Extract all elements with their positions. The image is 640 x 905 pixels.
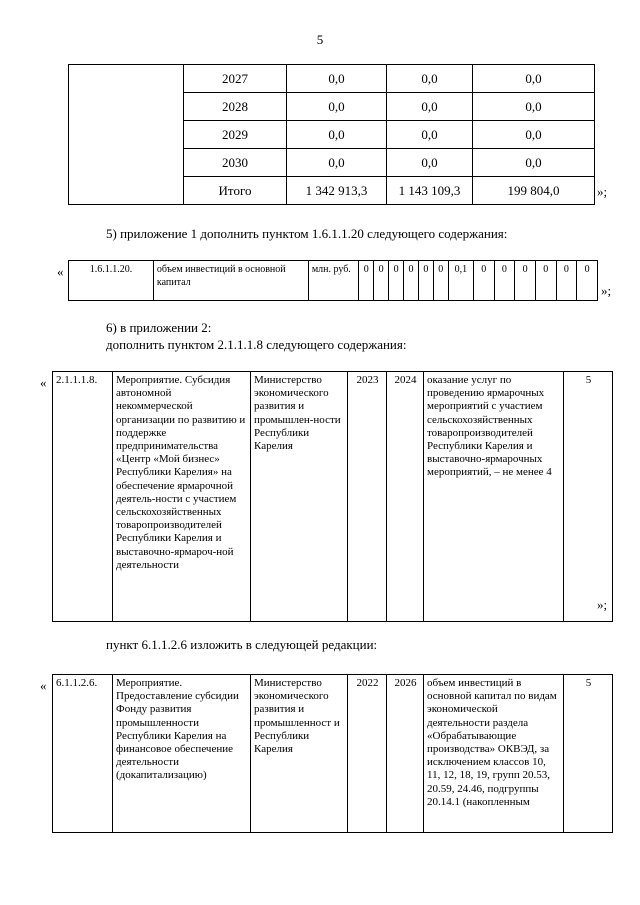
year-cell: 2028 [184, 93, 287, 121]
indicator-unit: млн. руб. [308, 261, 358, 301]
value1-cell: 0,0 [287, 65, 387, 93]
table2-end-mark: »; [601, 283, 612, 298]
table4-open-quote: « [40, 678, 47, 693]
indicator-value-cell: 0 [433, 261, 448, 301]
indicator-value-cell: 0 [577, 261, 598, 301]
indicator-row [69, 261, 598, 301]
financing-table [68, 64, 595, 205]
indicator-value-cell: 0 [359, 261, 374, 301]
measure-start-year: 2023 [348, 372, 387, 622]
section6-line1: 6) в приложении 2: [106, 320, 212, 335]
measure-table-2.1.1.1.8 [52, 371, 613, 622]
indicator-value-cell: 0 [515, 261, 536, 301]
measure-executor: Министерство экономического развития и промышленност и Республики Карелия [251, 675, 348, 833]
value2-cell: 1 143 109,3 [387, 177, 473, 205]
value2-cell: 0,0 [387, 65, 473, 93]
year-cell: 2027 [184, 65, 287, 93]
clause-text: пункт 6.1.1.2.6 изложить в следующей редакции: [106, 637, 378, 652]
page-number: 5 [316, 32, 324, 47]
measure-link: 5 [564, 675, 613, 833]
table3-open-quote: « [40, 375, 47, 390]
year-cell: 2030 [184, 149, 287, 177]
measure-link: 5 [564, 372, 613, 622]
indicator-value-cell: 0 [374, 261, 389, 301]
measure-code: 2.1.1.1.8. [53, 372, 113, 622]
indicator-value-cell: 0,1 [448, 261, 473, 301]
value3-cell: 0,0 [473, 149, 595, 177]
value2-cell: 0,0 [387, 149, 473, 177]
measure-description: Мероприятие. Предоставление субсидии Фонду развития промышленности Республики Карелия на финансовое обеспечение деятельности (докапитализацию) [113, 675, 251, 833]
table1-end-mark: »; [597, 184, 608, 199]
value2-cell: 0,0 [387, 121, 473, 149]
value1-cell: 0,0 [287, 93, 387, 121]
measure-end-year: 2024 [387, 372, 424, 622]
value3-cell: 0,0 [473, 121, 595, 149]
indicator-value-cell: 0 [473, 261, 494, 301]
indicator-value-cell: 0 [556, 261, 577, 301]
indicator-table [68, 260, 598, 301]
measure-indicator: оказание услуг по проведению ярмарочных мероприятий с участием сельскохозяйственных товаропроизводителей Республики Карелия и выставочно-ярмарочных мероприятий, – не менее 4 [424, 372, 564, 622]
financing-table-body [69, 65, 595, 205]
indicator-value-cell: 0 [494, 261, 515, 301]
indicator-value-cell: 0 [404, 261, 419, 301]
indicator-code: 1.6.1.1.20. [69, 261, 154, 301]
table2-open-quote: « [57, 264, 64, 279]
measure-indicator: объем инвестиций в основной капитал по видам экономической деятельности раздела «Обрабатывающие производства» ОКВЭД, за исключением классов 10, 11, 12, 18, 19, групп 20.53, 20.59, 24.46, подгруппы 20.14.1 (накопленным [424, 675, 564, 833]
value1-cell: 0,0 [287, 149, 387, 177]
measure-executor: Министерство экономического развития и промышлен-ности Республики Карелия [251, 372, 348, 622]
measure-row [53, 675, 613, 833]
section5-text: 5) приложение 1 дополнить пунктом 1.6.1.1.20 следующего содержания: [106, 226, 508, 241]
financing-row [69, 65, 595, 93]
measure-start-year: 2022 [348, 675, 387, 833]
value1-cell: 0,0 [287, 121, 387, 149]
value3-cell: 199 804,0 [473, 177, 595, 205]
value2-cell: 0,0 [387, 93, 473, 121]
year-cell: Итого [184, 177, 287, 205]
value1-cell: 1 342 913,3 [287, 177, 387, 205]
indicator-value-cell: 0 [535, 261, 556, 301]
measure-code: 6.1.1.2.6. [53, 675, 113, 833]
indicator-value-cell: 0 [389, 261, 404, 301]
year-cell: 2029 [184, 121, 287, 149]
empty-cell [69, 65, 184, 205]
indicator-name: объем инвестиций в основной капитал [153, 261, 308, 301]
value3-cell: 0,0 [473, 93, 595, 121]
section6-line2: дополнить пунктом 2.1.1.1.8 следующего содержания: [106, 337, 407, 352]
measure-table-6.1.1.2.6 [52, 674, 613, 833]
measure-end-year: 2026 [387, 675, 424, 833]
table3-end-mark: »; [597, 597, 608, 612]
measure-description: Мероприятие. Субсидия автономной некоммерческой организации по развитию и поддержке предпринимательства «Центр «Мой бизнес» Республики Карелия» на обеспечение ярмарочной деятель-ности с участием сельскохозяйственных товаропроизводителей Республики Карелия и выставочно-ярмароч-ной деятельности [113, 372, 251, 622]
measure-row [53, 372, 613, 622]
indicator-value-cell: 0 [418, 261, 433, 301]
value3-cell: 0,0 [473, 65, 595, 93]
